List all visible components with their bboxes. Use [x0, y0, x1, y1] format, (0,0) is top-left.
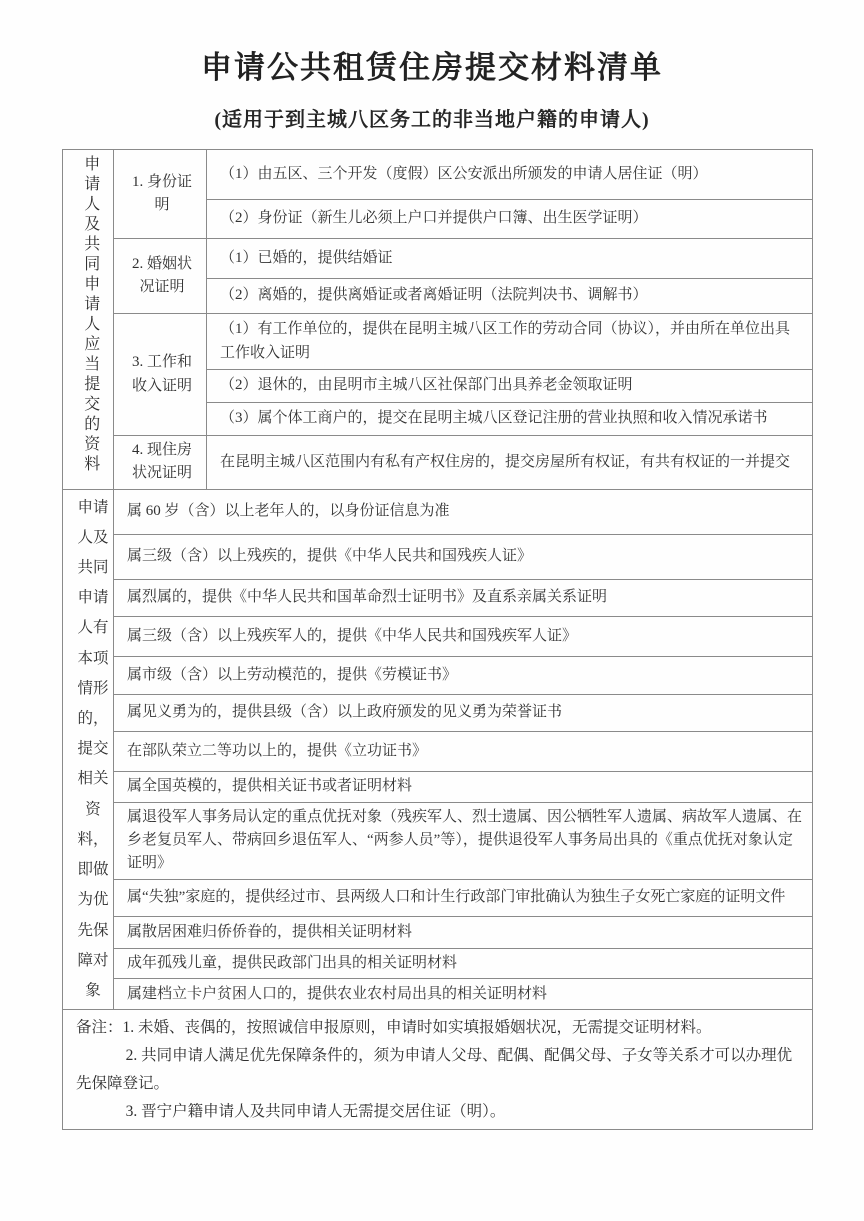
- priority-item-cell: 属退役军人事务局认定的重点优抚对象（残疾军人、烈士遗属、因公牺牲军人遗属、病故军人遗属、在乡老复员军人、带病回乡退伍军人、“两参人员”等），提供退役军人事务局出具的《重点优抚对象认定证明》: [114, 802, 813, 879]
- category-work-income: 3. 工作和收入证明: [114, 314, 207, 436]
- note-text: 1. 未婚、丧偶的，按照诚信申报原则，申请时如实填报婚姻状况，无需提交证明材料。: [122, 1018, 712, 1036]
- priority-item-cell: 属三级（含）以上残疾军人的，提供《中华人民共和国残疾军人证》: [114, 616, 813, 656]
- requirement-cell: （2）离婚的，提供离婚证或者离婚证明（法院判决书、调解书）: [207, 279, 813, 314]
- priority-item-cell: 成年孤残儿童，提供民政部门出具的相关证明材料: [114, 948, 813, 978]
- requirement-cell: （2）退休的，由昆明市主城八区社保部门出具养老金领取证明: [207, 370, 813, 403]
- note-line: 2. 共同申请人满足优先保障条件的，须为申请人父母、配偶、配偶父母、子女等关系才可以办理优先保障登记。: [76, 1046, 793, 1092]
- note-line: [76, 1014, 803, 1042]
- priority-item-cell: 属“失独”家庭的，提供经过市、县两级人口和计生行政部门审批确认为独生子女死亡家庭的证明文件: [114, 879, 813, 916]
- side-label-priority-protection: [63, 489, 114, 1010]
- priority-item-cell: 属市级（含）以上劳动模范的，提供《劳模证书》: [114, 656, 813, 694]
- priority-item-cell: 属烈属的，提供《中华人民共和国革命烈士证明书》及直系亲属关系证明: [114, 579, 813, 616]
- side-label-priority-protection-text: 申请人及共同申请人有本项情形的，提交相关资料，即做为优先保障对象: [77, 498, 109, 999]
- note-line: 3. 晋宁户籍申请人及共同申请人无需提交居住证（明）。: [125, 1102, 506, 1120]
- priority-item-cell: 属建档立卡户贫困人口的，提供农业农村局出具的相关证明材料: [114, 979, 813, 1010]
- side-label-required-materials: [63, 150, 114, 490]
- requirement-cell: 在昆明主城八区范围内有私有产权住房的，提交房屋所有权证，有共有权证的一并提交: [207, 436, 813, 490]
- priority-item-cell: 属 60 岁（含）以上老年人的，以身份证信息为准: [114, 489, 813, 534]
- category-current-housing: 4. 现住房状况证明: [114, 436, 207, 490]
- requirement-cell: （1）有工作单位的，提供在昆明主城八区工作的劳动合同（协议），并由所在单位出具工作收入证明: [207, 314, 813, 370]
- requirement-cell: （2）身份证（新生儿必须上户口并提供户口簿、出生医学证明）: [207, 200, 813, 239]
- category-marital-status: 2. 婚姻状况证明: [114, 239, 207, 314]
- requirement-cell: （1）由五区、三个开发（度假）区公安派出所颁发的申请人居住证（明）: [207, 150, 813, 200]
- priority-item-cell: 属见义勇为的，提供县级（含）以上政府颁发的见义勇为荣誉证书: [114, 695, 813, 732]
- priority-item-cell: 属散居困难归侨侨眷的，提供相关证明材料: [114, 916, 813, 948]
- materials-table: [62, 149, 813, 1130]
- side-label-required-materials-text: 申请人及共同申请人应当提交的资料: [81, 155, 99, 476]
- requirement-cell: （1）已婚的，提供结婚证: [207, 239, 813, 279]
- notes-cell: [63, 1010, 813, 1130]
- priority-item-cell: 属三级（含）以上残疾的，提供《中华人民共和国残疾人证》: [114, 534, 813, 579]
- page-title: 申请公共租赁住房提交材料清单: [201, 50, 663, 85]
- priority-item-cell: 在部队荣立二等功以上的，提供《立功证书》: [114, 732, 813, 772]
- category-identity-proof: 1. 身份证明: [114, 150, 207, 239]
- page-subtitle: (适用于到主城八区务工的非当地户籍的申请人): [214, 109, 650, 131]
- priority-item-cell: 属全国英模的，提供相关证书或者证明材料: [114, 772, 813, 802]
- notes-label: 备注：: [76, 1018, 123, 1036]
- requirement-cell: （3）属个体工商户的，提交在昆明主城八区登记注册的营业执照和收入情况承诺书: [207, 403, 813, 436]
